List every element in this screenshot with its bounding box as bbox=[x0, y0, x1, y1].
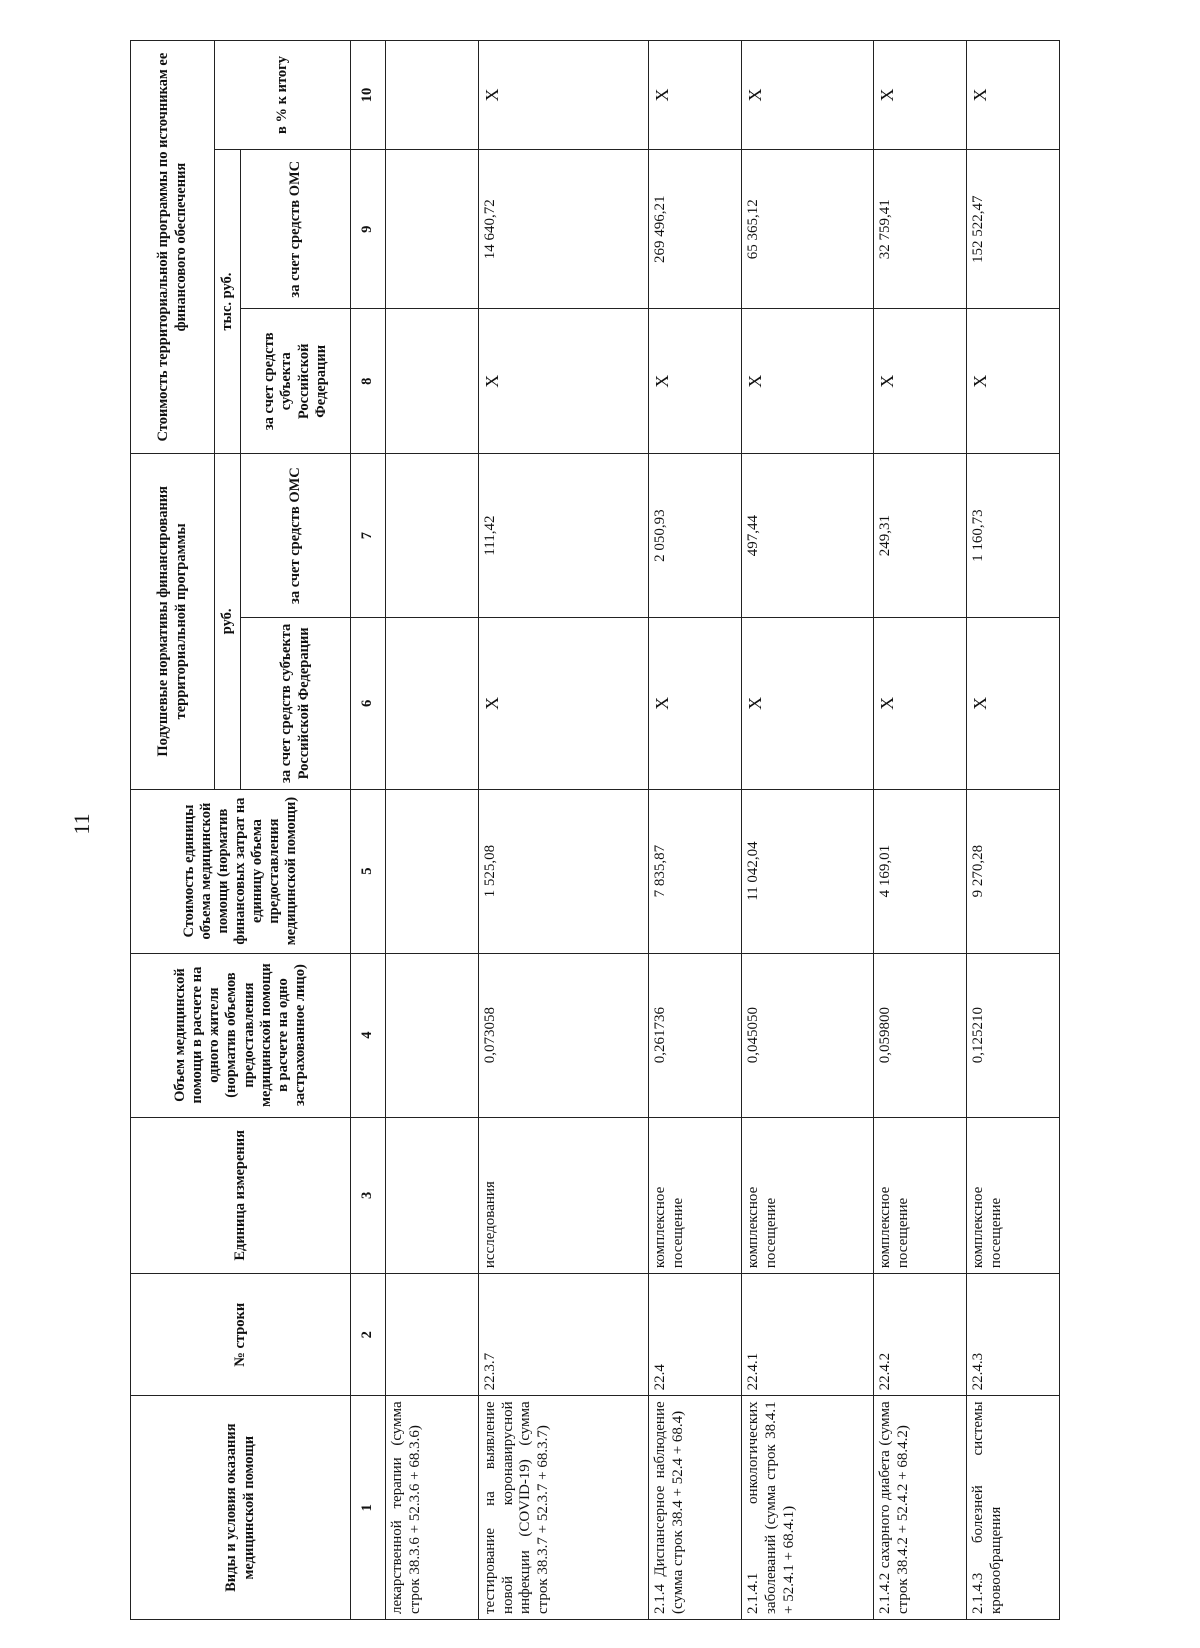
table-row bbox=[967, 41, 1060, 1620]
row-volume: 0,045050 bbox=[742, 953, 874, 1117]
row-name: 2.1.4.2 сахарного диабета (сумма строк 38.4.2 + 52.4.2 + 68.4.2) bbox=[874, 1396, 967, 1620]
row-cost: 7 835,87 bbox=[649, 789, 742, 953]
row-program-oms: 32 759,41 bbox=[874, 149, 967, 309]
row-cost: 4 169,01 bbox=[874, 789, 967, 953]
row-name: 2.1.4 Диспансерное наблюдение (сумма строк 38.4 + 52.4 + 68.4) bbox=[649, 1396, 742, 1620]
col-number: 9 bbox=[351, 149, 386, 309]
row-percent: Х bbox=[742, 41, 874, 150]
table-row bbox=[386, 41, 479, 1620]
row-unit: комплексное посещение bbox=[874, 1117, 967, 1274]
row-volume: 0,073058 bbox=[478, 953, 649, 1117]
page-number: 11 bbox=[69, 813, 94, 835]
row-program-oms: 269 496,21 bbox=[649, 149, 742, 309]
table-row bbox=[478, 41, 649, 1620]
row-unit: комплексное посещение bbox=[742, 1117, 874, 1274]
row-name: 2.1.4.3 болезней системы кровообращения bbox=[967, 1396, 1060, 1620]
header-col6: за счет средств субъекта Российской Федерации bbox=[241, 618, 351, 789]
row-per-capita-subject: Х bbox=[742, 618, 874, 789]
row-volume bbox=[386, 953, 479, 1117]
col-number: 1 bbox=[351, 1396, 386, 1620]
header-group2: Стоимость территориальной программы по источникам ее финансового обеспечения bbox=[131, 41, 215, 454]
row-program-oms: 152 522,47 bbox=[967, 149, 1060, 309]
row-name: тестирование на выявление новой коронавирусной инфекции (COVID-19) (сумма строк 38.3.7 + 52.3.7 + 68.3.7) bbox=[478, 1396, 649, 1620]
header-group2-unit: тыс. руб. bbox=[215, 149, 241, 453]
header-col5: Стоимость единицы объема медицинской помощи (норматив финансовых затрат на единицу объема предоставления медицинской помощи) bbox=[131, 789, 351, 953]
col-number: 6 bbox=[351, 618, 386, 789]
row-per-capita-oms: 2 050,93 bbox=[649, 454, 742, 618]
row-cost bbox=[386, 789, 479, 953]
row-program-oms: 65 365,12 bbox=[742, 149, 874, 309]
header-group1: Подушевые нормативы финансирования территориальной программы bbox=[131, 454, 215, 789]
row-unit: комплексное посещение bbox=[967, 1117, 1060, 1274]
row-line-number: 22.4.2 bbox=[874, 1274, 967, 1396]
row-per-capita-oms: 1 160,73 bbox=[967, 454, 1060, 618]
col-number: 10 bbox=[351, 41, 386, 150]
header-col4: Объем медицинской помощи в расчете на одного жителя (норматив объемов предоставления медицинской помощи в расчете на одно застрахованное лицо) bbox=[131, 953, 351, 1117]
row-line-number bbox=[386, 1274, 479, 1396]
row-volume: 0,059800 bbox=[874, 953, 967, 1117]
row-per-capita-oms bbox=[386, 454, 479, 618]
row-line-number: 22.4.3 bbox=[967, 1274, 1060, 1396]
rotated-table-container bbox=[130, 40, 1060, 1620]
header-col10: в % к итогу bbox=[215, 41, 351, 150]
row-percent: Х bbox=[967, 41, 1060, 150]
row-volume: 0,261736 bbox=[649, 953, 742, 1117]
row-cost: 11 042,04 bbox=[742, 789, 874, 953]
row-per-capita-subject bbox=[386, 618, 479, 789]
col-number: 8 bbox=[351, 309, 386, 454]
col-number: 5 bbox=[351, 789, 386, 953]
row-percent: Х bbox=[649, 41, 742, 150]
row-per-capita-subject: Х bbox=[649, 618, 742, 789]
row-percent bbox=[386, 41, 479, 150]
row-per-capita-oms: 249,31 bbox=[874, 454, 967, 618]
row-cost: 1 525,08 bbox=[478, 789, 649, 953]
row-percent: Х bbox=[478, 41, 649, 150]
row-unit bbox=[386, 1117, 479, 1274]
row-program-oms bbox=[386, 149, 479, 309]
header-col3: Единица измерения bbox=[131, 1117, 351, 1274]
row-cost: 9 270,28 bbox=[967, 789, 1060, 953]
row-unit: комплексное посещение bbox=[649, 1117, 742, 1274]
table-row bbox=[874, 41, 967, 1620]
col-number: 3 bbox=[351, 1117, 386, 1274]
row-per-capita-subject: Х bbox=[967, 618, 1060, 789]
row-line-number: 22.4.1 bbox=[742, 1274, 874, 1396]
table-body bbox=[386, 41, 1060, 1620]
row-program-oms: 14 640,72 bbox=[478, 149, 649, 309]
row-per-capita-oms: 111,42 bbox=[478, 454, 649, 618]
row-name: 2.1.4.1 онкологических заболеваний (сумма строк 38.4.1 + 52.4.1 + 68.4.1) bbox=[742, 1396, 874, 1620]
header-col9: за счет средств ОМС bbox=[241, 149, 351, 309]
row-name: лекарственной терапии (сумма строк 38.3.6 + 52.3.6 + 68.3.6) bbox=[386, 1396, 479, 1620]
header-col7: за счет средств ОМС bbox=[241, 454, 351, 618]
header-col2: № строки bbox=[131, 1274, 351, 1396]
row-unit: исследования bbox=[478, 1117, 649, 1274]
row-per-capita-oms: 497,44 bbox=[742, 454, 874, 618]
header-group1-unit: руб. bbox=[215, 454, 241, 789]
financing-table bbox=[130, 40, 1060, 1620]
header-col8: за счет средств субъекта Российской Федерации bbox=[241, 309, 351, 454]
row-program-subject: Х bbox=[649, 309, 742, 454]
row-program-subject bbox=[386, 309, 479, 454]
row-per-capita-subject: Х bbox=[874, 618, 967, 789]
row-line-number: 22.4 bbox=[649, 1274, 742, 1396]
col-number: 4 bbox=[351, 953, 386, 1117]
table-row bbox=[649, 41, 742, 1620]
row-program-subject: Х bbox=[478, 309, 649, 454]
col-number: 2 bbox=[351, 1274, 386, 1396]
row-per-capita-subject: Х bbox=[478, 618, 649, 789]
row-program-subject: Х bbox=[874, 309, 967, 454]
row-program-subject: Х bbox=[742, 309, 874, 454]
row-program-subject: Х bbox=[967, 309, 1060, 454]
col-number: 7 bbox=[351, 454, 386, 618]
row-line-number: 22.3.7 bbox=[478, 1274, 649, 1396]
row-volume: 0,125210 bbox=[967, 953, 1060, 1117]
table-row bbox=[742, 41, 874, 1620]
row-percent: Х bbox=[874, 41, 967, 150]
header-col1: Виды и условия оказания медицинской помощи bbox=[131, 1396, 351, 1620]
